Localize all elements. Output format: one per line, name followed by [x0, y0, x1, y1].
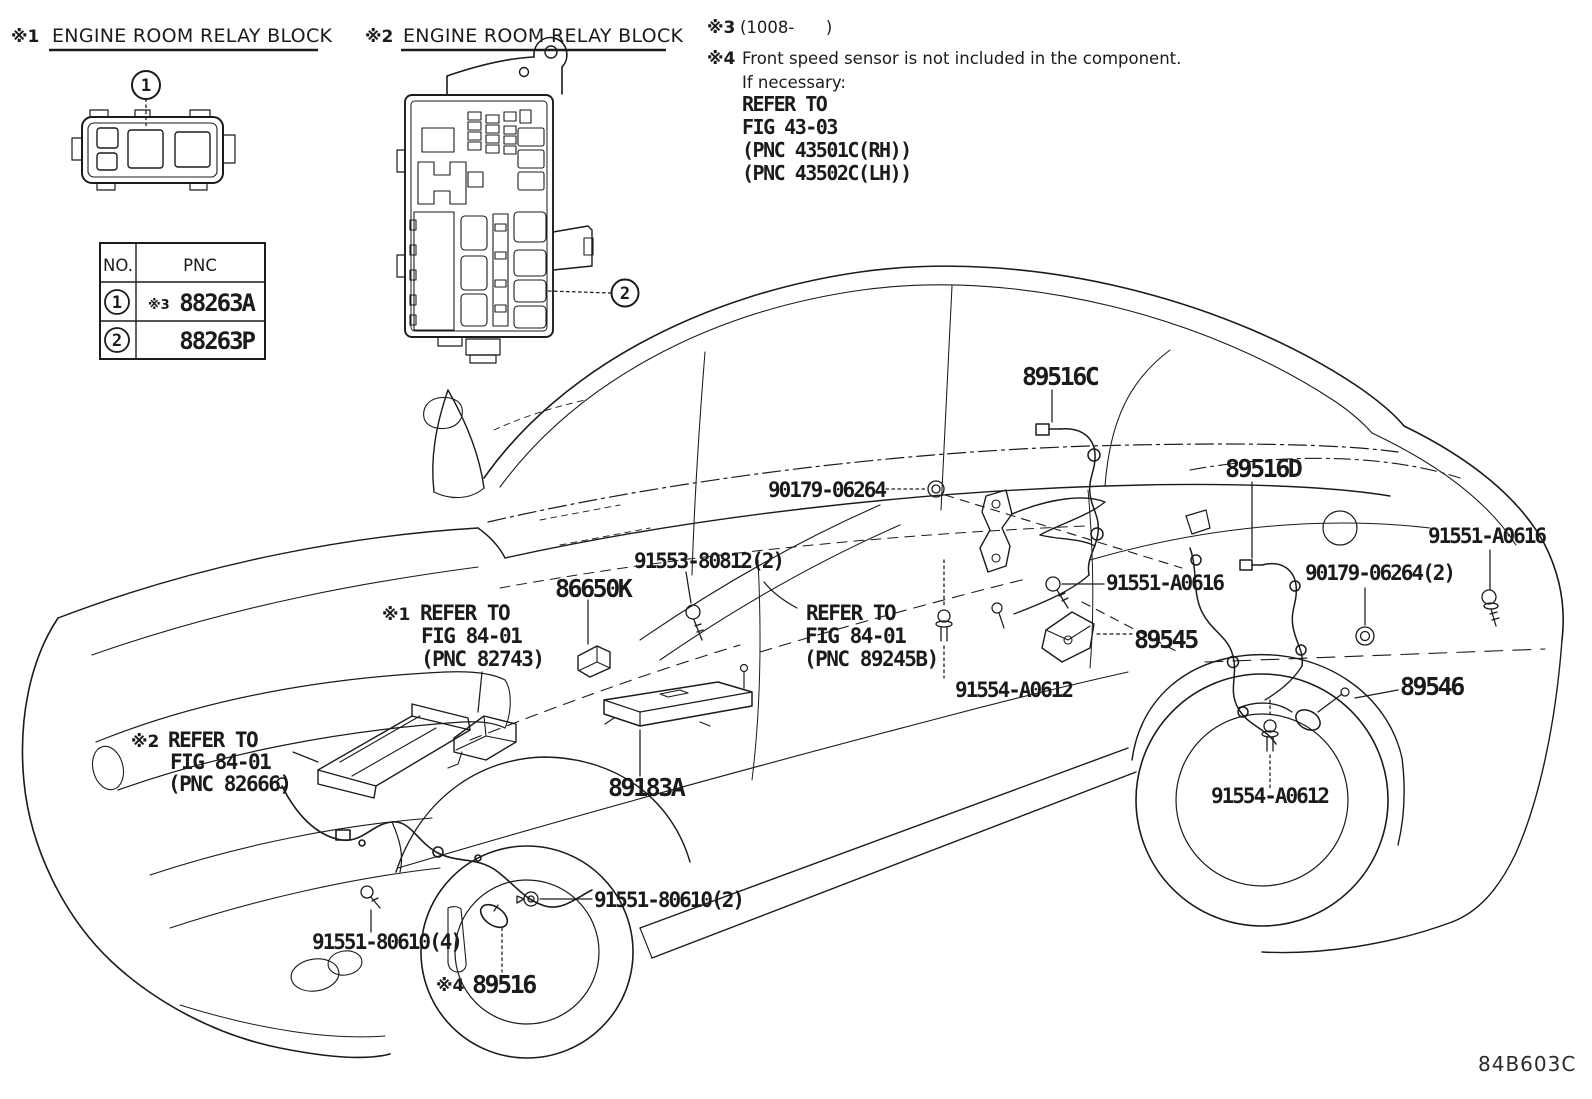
callout-89183A: 89183A — [608, 773, 684, 802]
relay-connector-1 — [72, 71, 235, 190]
note4-line: Front speed sensor is not included in the component. — [742, 49, 1182, 68]
note4-line: If necessary: — [742, 73, 846, 92]
table-col-no: NO. — [103, 256, 133, 275]
callout-89516-prefix: ※4 — [436, 976, 465, 996]
balloon-1-number: 1 — [140, 76, 152, 96]
front-speed-sensor-harness — [277, 778, 592, 932]
callout-91554-A0612-right: 91554-A0612 — [1211, 784, 1329, 808]
fuse-box-internal-details — [410, 110, 546, 330]
callout-91551-80610-4: 91551-80610(4) — [312, 930, 462, 954]
grommet-90179-06264-2 — [1356, 627, 1374, 645]
note4-line: REFER TO — [742, 92, 827, 116]
rear-harness-89546 — [1186, 510, 1349, 744]
ref-89245B-line: (PNC 89245B) — [804, 647, 938, 671]
ref-89245B-line: FIG 84-01 — [805, 624, 906, 648]
bolt-91551-A0616-right — [1482, 590, 1499, 626]
bolt-91551-A0616-left — [1046, 577, 1068, 608]
relay-block-2-prefix: ※2 — [365, 27, 394, 47]
callout-86650K: 86650K — [555, 574, 631, 603]
table-row2-no: 2 — [111, 331, 123, 351]
table-row1-no: 1 — [111, 293, 123, 313]
yaw-sensor-89545 — [1042, 612, 1094, 662]
note4-line: FIG 43-03 — [742, 115, 837, 139]
bracket-89245B — [980, 490, 1105, 628]
bolt-91551-80610-4 — [361, 886, 380, 908]
callout-89516: 89516 — [472, 970, 535, 999]
rear-speed-sensor-89516C — [1014, 424, 1103, 614]
note4-prefix: ※4 — [707, 49, 736, 69]
callout-91551-A0616-left: 91551-A0616 — [1106, 571, 1224, 595]
front-speed-sensor-89516 — [477, 900, 512, 932]
callout-91554-A0612-left: 91554-A0612 — [955, 678, 1073, 702]
ref-82666-line: FIG 84-01 — [170, 750, 271, 774]
table-row2-pnc: 88263P — [179, 327, 254, 355]
fuse-box-2 — [397, 38, 639, 363]
ref-82743-line: FIG 84-01 — [421, 624, 522, 648]
callout-91551-A0616-right: 91551-A0616 — [1428, 524, 1546, 548]
note3-prefix: ※3 — [707, 18, 736, 38]
ref-82666-prefix: ※2 — [131, 732, 160, 752]
callout-91553-80812: 91553-80812(2) — [634, 549, 784, 573]
screw-91553-80812 — [686, 605, 703, 640]
callout-89546: 89546 — [1400, 672, 1463, 701]
callout-90179-06264: 90179-06264 — [768, 478, 886, 502]
table-col-pnc: PNC — [183, 256, 217, 275]
diagram-code: 84B603C — [1478, 1052, 1577, 1076]
note4-line: (PNC 43501C(RH)) — [742, 138, 911, 162]
relay-block-2-title: ENGINE ROOM RELAY BLOCK — [403, 25, 684, 47]
ref-82666-line: REFER TO — [168, 728, 258, 752]
callout-91551-80610-2: 91551-80610(2) — [594, 888, 744, 912]
table-row1-pnc: 88263A — [179, 289, 254, 317]
car-line-art — [22, 266, 1563, 1058]
ref-82743-line: REFER TO — [420, 601, 510, 625]
bolt-91554-A0612-left — [936, 560, 952, 678]
buzzer-86650K — [578, 646, 610, 677]
screw-91551-80610-2 — [517, 892, 538, 906]
callout-89516D: 89516D — [1225, 454, 1301, 483]
note4-line: (PNC 43502C(LH)) — [742, 161, 911, 185]
callout-90179-06264-2: 90179-06264(2) — [1305, 561, 1455, 585]
ref-82743-prefix: ※1 — [382, 605, 411, 625]
balloon-2-number: 2 — [619, 284, 631, 304]
leader-lines — [293, 390, 1490, 972]
relay-block-1-title: ENGINE ROOM RELAY BLOCK — [52, 25, 333, 47]
callout-89545: 89545 — [1134, 625, 1197, 654]
bracket-82666 — [318, 704, 470, 798]
ecu-89183A — [604, 665, 752, 727]
relay-block-1-prefix: ※1 — [11, 27, 40, 47]
ref-82666-line: (PNC 82666) — [168, 772, 291, 796]
ref-89245B-line: REFER TO — [806, 601, 896, 625]
note3-text: (1008- ) — [740, 18, 833, 37]
ref-82743-line: (PNC 82743) — [421, 647, 544, 671]
callout-89516C: 89516C — [1022, 362, 1098, 391]
bracket-82743 — [448, 716, 516, 768]
table-row1-note: ※3 — [148, 298, 170, 313]
